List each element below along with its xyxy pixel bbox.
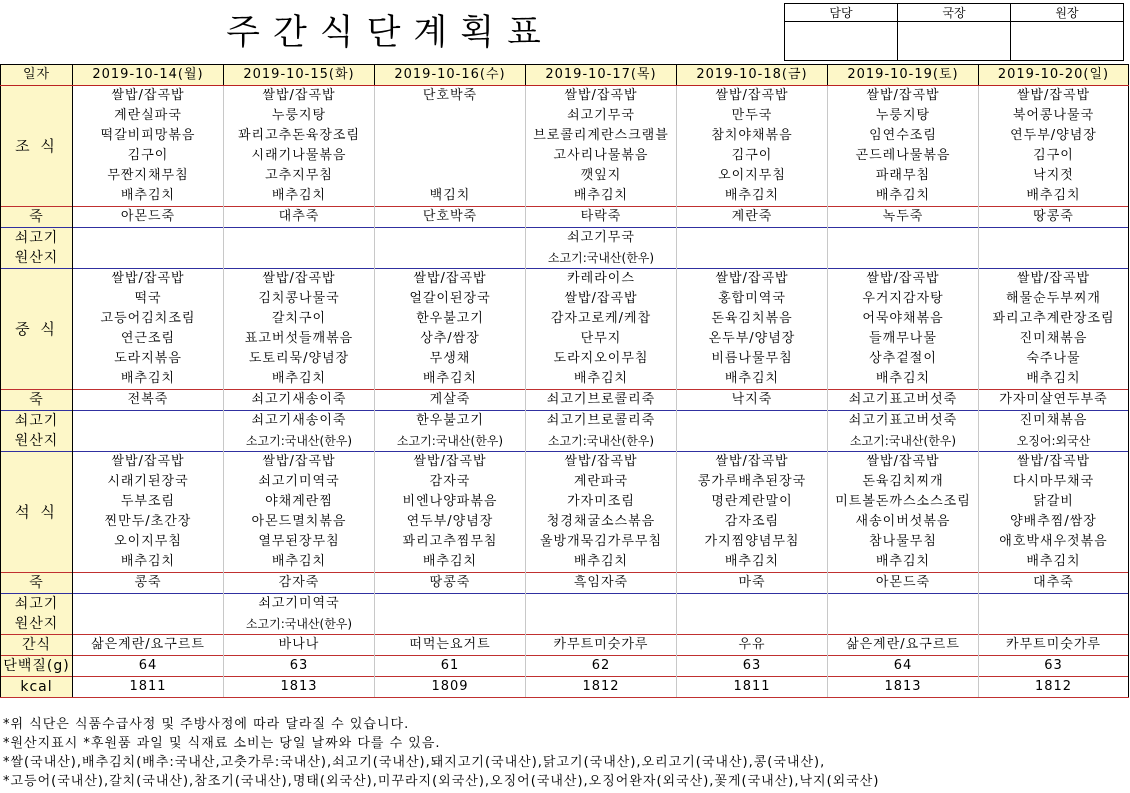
porridge-label: 죽 [1,573,73,594]
porridge-dish: 땅콩죽 [375,573,526,594]
origin-country [375,248,526,269]
dinner-dish: 배추김치 [677,552,828,573]
kcal-value: 1811 [677,677,828,698]
dinner-dish: 돈육김치찌개 [828,472,979,492]
dinner-dish: 두부조림 [73,492,224,512]
dinner-dish: 청경채굴소스볶음 [526,512,677,532]
lunch-dish: 카레라이스 [526,269,677,290]
lunch-dish: 배추김치 [828,369,979,390]
table-row [1,86,1129,107]
origin-country: 소고기:국내산(한우) [526,248,677,269]
porridge-label: 죽 [1,207,73,228]
dinner-dish: 아몬드멸치볶음 [224,512,375,532]
kcal-value: 1812 [979,677,1129,698]
lunch-dish: 도토리묵/양념장 [224,349,375,369]
origin-country: 소고기:국내산(한우) [224,431,375,452]
breakfast-dish: 배추김치 [73,186,224,207]
porridge-dish: 콩죽 [73,573,224,594]
origin-country [73,248,224,269]
origin-country [677,431,828,452]
breakfast-dish: 연두부/양념장 [979,126,1129,146]
table-row [1,614,1129,635]
dinner-dish: 쌀밥/잡곡밥 [224,452,375,473]
porridge-dish: 녹두죽 [828,207,979,228]
lunch-dish: 연근조림 [73,329,224,349]
breakfast-dish: 배추김치 [224,186,375,207]
lunch-dish: 얼갈이된장국 [375,289,526,309]
table-row [1,228,1129,249]
table-row [1,492,1129,512]
lunch-dish: 배추김치 [224,369,375,390]
dinner-dish: 배추김치 [224,552,375,573]
breakfast-dish: 누룽지탕 [224,106,375,126]
porridge-dish: 단호박죽 [375,207,526,228]
kcal-value: 1813 [828,677,979,698]
lunch-dish: 쌀밥/잡곡밥 [677,269,828,290]
origin-label: 원산지 [1,431,73,452]
dinner-dish: 닭갈비 [979,492,1129,512]
dinner-dish: 가자미조림 [526,492,677,512]
snack-item: 떠먹는요거트 [375,635,526,656]
lunch-dish: 감자고로케/케찹 [526,309,677,329]
dinner-dish: 양배추찜/쌈장 [979,512,1129,532]
approval-box [784,3,1124,61]
origin-label: 쇠고기 [1,411,73,432]
breakfast-dish: 만두국 [677,106,828,126]
table-row [1,329,1129,349]
lunch-dish: 온두부/양념장 [677,329,828,349]
lunch-dish: 우거지감자탕 [828,289,979,309]
breakfast-dish: 쇠고기무국 [526,106,677,126]
breakfast-dish: 쌀밥/잡곡밥 [828,86,979,107]
snack-item: 삶은계란/요구르트 [73,635,224,656]
dinner-dish: 가지찜양념무침 [677,532,828,552]
date-label: 일자 [1,65,73,86]
dinner-dish: 감자국 [375,472,526,492]
origin-dish: 쇠고기미역국 [224,594,375,615]
snack-label: 간식 [1,635,73,656]
dinner-dish: 연두부/양념장 [375,512,526,532]
dinner-dish: 열무된장무침 [224,532,375,552]
dinner-dish: 배추김치 [828,552,979,573]
dinner-dish: 쇠고기미역국 [224,472,375,492]
breakfast-dish: 배추김치 [828,186,979,207]
dinner-dish: 쌀밥/잡곡밥 [828,452,979,473]
breakfast-dish: 오이지무침 [677,166,828,186]
snack-item: 바나나 [224,635,375,656]
lunch-dish: 무생채 [375,349,526,369]
origin-country [73,614,224,635]
breakfast-label: 조 식 [1,86,73,207]
origin-dish [73,411,224,432]
protein-value: 61 [375,656,526,677]
breakfast-dish [375,166,526,186]
origin-country: 소고기:국내산(한우) [224,614,375,635]
origin-country [73,431,224,452]
dinner-dish: 쌀밥/잡곡밥 [375,452,526,473]
origin-country [828,614,979,635]
dinner-dish: 새송이버섯볶음 [828,512,979,532]
breakfast-dish: 북어콩나물국 [979,106,1129,126]
lunch-dish: 쌀밥/잡곡밥 [224,269,375,290]
approval-sign-manager[interactable] [785,22,898,61]
dinner-dish: 쌀밥/잡곡밥 [73,452,224,473]
porridge-dish: 타락죽 [526,207,677,228]
page-title: 주간식단계획표 [226,13,554,53]
kcal-label: kcal [1,677,73,698]
origin-country: 소고기:국내산(한우) [375,431,526,452]
protein-label: 단백질(g) [1,656,73,677]
origin-dish [979,594,1129,615]
breakfast-dish: 브로콜리계란스크램블 [526,126,677,146]
origin-country [677,248,828,269]
breakfast-dish: 계란실파국 [73,106,224,126]
lunch-dish: 어묵야채볶음 [828,309,979,329]
breakfast-dish: 쌀밥/잡곡밥 [73,86,224,107]
table-row [1,309,1129,329]
breakfast-dish: 김구이 [677,146,828,166]
origin-dish [677,228,828,249]
origin-dish [375,228,526,249]
dinner-dish: 시래기된장국 [73,472,224,492]
breakfast-dish: 누룽지탕 [828,106,979,126]
meal-plan-table [0,64,1129,698]
lunch-dish: 들깨무나물 [828,329,979,349]
lunch-dish: 배추김치 [73,369,224,390]
table-row [1,390,1129,411]
protein-value: 63 [224,656,375,677]
table-row [1,532,1129,552]
kcal-value: 1812 [526,677,677,698]
dinner-dish: 비엔나양파볶음 [375,492,526,512]
protein-value: 63 [677,656,828,677]
dinner-dish: 참나물무침 [828,532,979,552]
origin-dish [526,594,677,615]
breakfast-dish: 고사리나물볶음 [526,146,677,166]
porridge-dish: 마죽 [677,573,828,594]
origin-country [677,614,828,635]
approval-label-manager: 담당 [785,4,898,22]
lunch-dish: 갈치구이 [224,309,375,329]
breakfast-dish: 배추김치 [677,186,828,207]
breakfast-dish: 낙지젓 [979,166,1129,186]
dinner-dish: 야채계란찜 [224,492,375,512]
origin-dish [224,228,375,249]
dinner-dish: 명란계란말이 [677,492,828,512]
origin-label: 원산지 [1,614,73,635]
origin-country: 오징어:외국산 [979,431,1129,452]
dinner-dish: 울방개묵김가루무침 [526,532,677,552]
lunch-dish: 쌀밥/잡곡밥 [828,269,979,290]
origin-label: 쇠고기 [1,594,73,615]
lunch-dish: 도라지볶음 [73,349,224,369]
porridge-dish: 계란죽 [677,207,828,228]
lunch-dish: 쌀밥/잡곡밥 [979,269,1129,290]
breakfast-dish: 쌀밥/잡곡밥 [979,86,1129,107]
origin-dish [828,594,979,615]
table-row [1,269,1129,290]
breakfast-dish: 시래기나물볶음 [224,146,375,166]
table-row [1,573,1129,594]
table-row [1,65,1129,86]
lunch-dish: 쌀밥/잡곡밥 [73,269,224,290]
breakfast-dish: 떡갈비피망볶음 [73,126,224,146]
lunch-dish: 비름나물무침 [677,349,828,369]
lunch-dish: 꽈리고추계란장조림 [979,309,1129,329]
origin-dish: 진미채볶음 [979,411,1129,432]
snack-item: 카무트미숫가루 [979,635,1129,656]
origin-dish [979,228,1129,249]
protein-value: 63 [979,656,1129,677]
lunch-dish: 단무지 [526,329,677,349]
origin-country: 소고기:국내산(한우) [828,431,979,452]
origin-dish: 쇠고기새송이죽 [224,411,375,432]
table-row [1,166,1129,186]
breakfast-dish: 쌀밥/잡곡밥 [677,86,828,107]
origin-country [979,614,1129,635]
breakfast-dish: 김구이 [73,146,224,166]
protein-value: 62 [526,656,677,677]
lunch-dish: 고등어김치조림 [73,309,224,329]
breakfast-dish: 배추김치 [979,186,1129,207]
origin-dish: 쇠고기브로콜리죽 [526,411,677,432]
lunch-dish: 배추김치 [526,369,677,390]
day-header: 2019-10-14(월) [73,65,224,86]
day-header: 2019-10-15(화) [224,65,375,86]
dinner-dish: 애호박새우젓볶음 [979,532,1129,552]
dinner-dish: 쌀밥/잡곡밥 [677,452,828,473]
protein-value: 64 [73,656,224,677]
dinner-dish: 계란파국 [526,472,677,492]
lunch-dish: 진미채볶음 [979,329,1129,349]
note-line: *고등어(국내산),갈치(국내산),참조기(국내산),명태(외국산),미꾸라지(외국산),오징어(국내산),오징어완자(외국산),꽃게(국내산),낙지(외국산) [3,774,880,789]
porridge-dish: 쇠고기브로콜리죽 [526,390,677,411]
table-row [1,472,1129,492]
dinner-dish: 쌀밥/잡곡밥 [526,452,677,473]
breakfast-dish: 참치야채볶음 [677,126,828,146]
kcal-value: 1811 [73,677,224,698]
origin-dish: 한우불고기 [375,411,526,432]
origin-label: 쇠고기 [1,228,73,249]
breakfast-dish: 파래무침 [828,166,979,186]
table-row [1,452,1129,473]
breakfast-dish: 쌀밥/잡곡밥 [224,86,375,107]
dinner-dish: 꽈리고추찜무침 [375,532,526,552]
snack-item: 우유 [677,635,828,656]
breakfast-dish: 곤드레나물볶음 [828,146,979,166]
origin-country [979,248,1129,269]
lunch-label: 중 식 [1,269,73,390]
breakfast-dish: 배추김치 [526,186,677,207]
origin-country [224,248,375,269]
note-line: *위 식단은 식품수급사정 및 주방사정에 따라 달라질 수 있습니다. [3,717,410,732]
origin-dish: 쇠고기표고버섯죽 [828,411,979,432]
lunch-dish: 표고버섯들깨볶음 [224,329,375,349]
breakfast-dish: 단호박죽 [375,86,526,107]
lunch-dish: 배추김치 [375,369,526,390]
dinner-dish: 찐만두/초간장 [73,512,224,532]
porridge-dish: 낙지죽 [677,390,828,411]
table-row [1,552,1129,573]
lunch-dish: 김치콩나물국 [224,289,375,309]
porridge-dish: 가자미살연두부죽 [979,390,1129,411]
dinner-dish: 미트볼돈까스소스조림 [828,492,979,512]
origin-dish [375,594,526,615]
origin-country: 소고기:국내산(한우) [526,431,677,452]
notes [0,715,1130,791]
breakfast-dish: 꽈리고추돈육장조림 [224,126,375,146]
lunch-dish: 떡국 [73,289,224,309]
note-line: *쌀(국내산),배추김치(배추:국내산,고춧가루:국내산),쇠고기(국내산),돼지고기(국내산),닭고기(국내산),오리고기(국내산),콩(국내산), [3,755,826,770]
lunch-dish: 도라지오이무침 [526,349,677,369]
porridge-dish: 쇠고기표고버섯죽 [828,390,979,411]
table-row [1,248,1129,269]
approval-label-head: 원장 [1011,4,1124,22]
lunch-dish: 쌀밥/잡곡밥 [526,289,677,309]
breakfast-dish [375,106,526,126]
dinner-dish: 다시마무채국 [979,472,1129,492]
breakfast-dish: 무짠지채무침 [73,166,224,186]
lunch-dish: 돈육김치볶음 [677,309,828,329]
breakfast-dish: 백김치 [375,186,526,207]
porridge-dish: 대추죽 [224,207,375,228]
origin-dish [677,411,828,432]
origin-dish: 쇠고기무국 [526,228,677,249]
table-row [1,126,1129,146]
approval-label-director: 국장 [898,4,1011,22]
kcal-value: 1813 [224,677,375,698]
table-row [1,146,1129,166]
porridge-dish: 아몬드죽 [73,207,224,228]
table-row [1,512,1129,532]
table-row [1,411,1129,432]
table-row [1,369,1129,390]
dinner-dish: 콩가루배추된장국 [677,472,828,492]
porridge-dish: 쇠고기새송이죽 [224,390,375,411]
origin-country [375,614,526,635]
table-row [1,186,1129,207]
porridge-dish: 땅콩죽 [979,207,1129,228]
origin-dish [73,228,224,249]
origin-dish [73,594,224,615]
breakfast-dish [375,126,526,146]
lunch-dish: 상추/쌈장 [375,329,526,349]
porridge-dish: 아몬드죽 [828,573,979,594]
breakfast-dish: 고추지무침 [224,166,375,186]
approval-sign-head[interactable] [1011,22,1124,61]
breakfast-dish: 김구이 [979,146,1129,166]
table-row [1,349,1129,369]
breakfast-dish [375,146,526,166]
lunch-dish: 숙주나물 [979,349,1129,369]
origin-country [828,248,979,269]
day-header: 2019-10-19(토) [828,65,979,86]
dinner-dish: 배추김치 [979,552,1129,573]
breakfast-dish: 쌀밥/잡곡밥 [526,86,677,107]
lunch-dish: 쌀밥/잡곡밥 [375,269,526,290]
dinner-dish: 배추김치 [375,552,526,573]
dinner-dish: 오이지무침 [73,532,224,552]
snack-item: 카무트미숫가루 [526,635,677,656]
porridge-dish: 흑임자죽 [526,573,677,594]
kcal-value: 1809 [375,677,526,698]
table-row [1,656,1129,677]
dinner-dish: 쌀밥/잡곡밥 [979,452,1129,473]
lunch-dish: 상추겉절이 [828,349,979,369]
origin-dish [828,228,979,249]
dinner-dish: 배추김치 [73,552,224,573]
table-row [1,594,1129,615]
table-row [1,207,1129,228]
origin-label: 원산지 [1,248,73,269]
table-row [1,635,1129,656]
dinner-dish: 감자조림 [677,512,828,532]
origin-country [526,614,677,635]
day-header: 2019-10-18(금) [677,65,828,86]
day-header: 2019-10-17(목) [526,65,677,86]
porridge-label: 죽 [1,390,73,411]
note-line: *원산지표시 *후원품 과일 및 식재료 소비는 당일 날짜와 다를 수 있음. [3,736,441,751]
table-row [1,106,1129,126]
lunch-dish: 해물순두부찌개 [979,289,1129,309]
day-header: 2019-10-16(수) [375,65,526,86]
porridge-dish: 게살죽 [375,390,526,411]
dinner-label: 석 식 [1,452,73,573]
day-header: 2019-10-20(일) [979,65,1129,86]
protein-value: 64 [828,656,979,677]
origin-dish [677,594,828,615]
lunch-dish: 배추김치 [979,369,1129,390]
table-row [1,677,1129,698]
lunch-dish: 홍합미역국 [677,289,828,309]
table-row [1,431,1129,452]
breakfast-dish: 임연수조림 [828,126,979,146]
porridge-dish: 감자죽 [224,573,375,594]
approval-sign-director[interactable] [898,22,1011,61]
table-row [1,289,1129,309]
lunch-dish: 배추김치 [677,369,828,390]
porridge-dish: 전복죽 [73,390,224,411]
dinner-dish: 배추김치 [526,552,677,573]
snack-item: 삶은계란/요구르트 [828,635,979,656]
lunch-dish: 한우불고기 [375,309,526,329]
porridge-dish: 대추죽 [979,573,1129,594]
breakfast-dish: 깻잎지 [526,166,677,186]
